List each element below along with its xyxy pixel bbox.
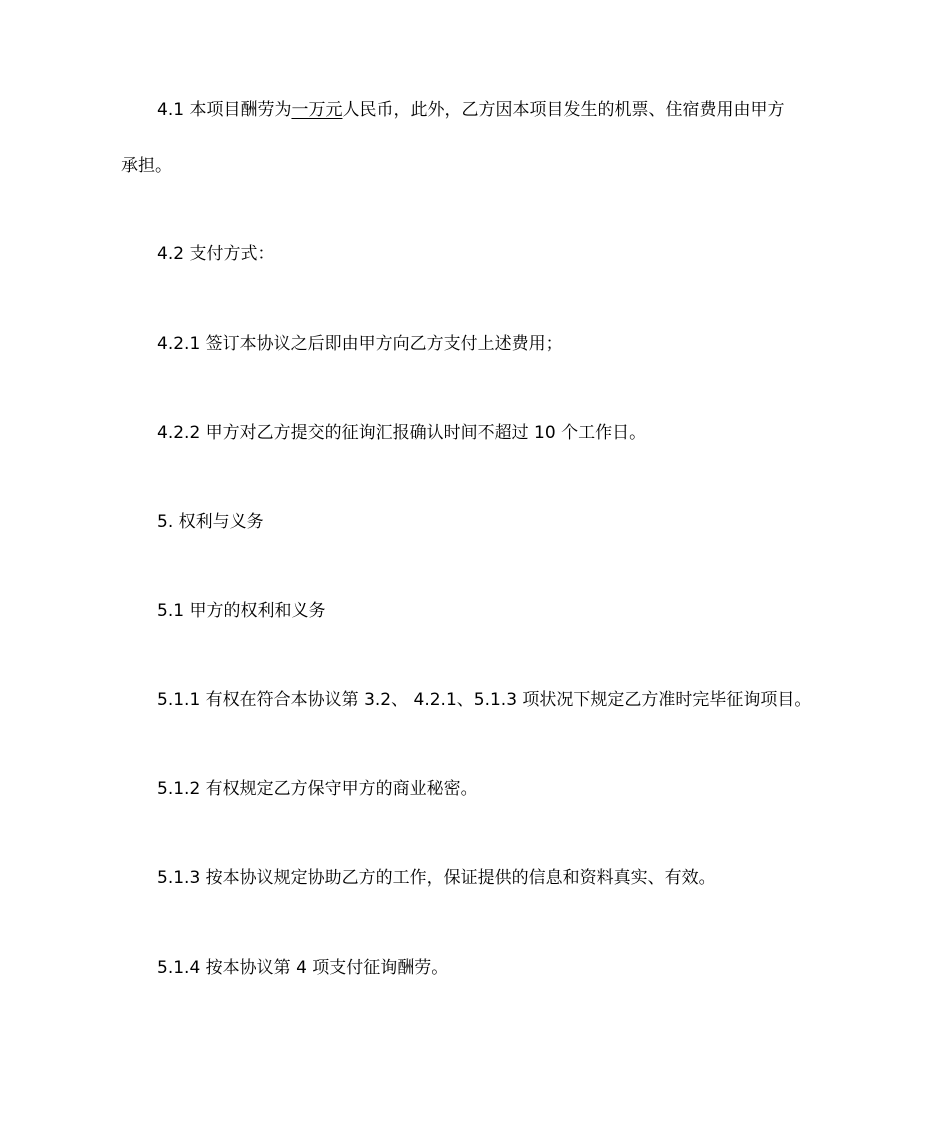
clause-5-1: 5.1 甲方的权利和义务: [157, 601, 326, 621]
section-5-heading: 5. 权利与义务: [157, 512, 264, 532]
clause-4-2-2: 4.2.2 甲方对乙方提交的征询汇报确认时间不超过 10 个工作日。: [157, 423, 647, 443]
clause-4-1-line2: 承担。: [121, 156, 172, 176]
fee-amount-underlined: 一万元: [291, 100, 343, 120]
clause-5-1-3: 5.1.3 按本协议规定协助乙方的工作，保证提供的信息和资料真实、有效。: [157, 868, 716, 888]
clause-5-1-4: 5.1.4 按本协议第 4 项支付征询酬劳。: [157, 958, 449, 978]
clause-4-2: 4.2 支付方式：: [157, 244, 275, 264]
clause-4-1-line1: [157, 98, 784, 122]
clause-4-1-rest: 人民币，此外，乙方因本项目发生的机票、住宿费用由甲方: [342, 100, 785, 120]
clause-5-1-2: 5.1.2 有权规定乙方保守甲方的商业秘密。: [157, 779, 478, 799]
clause-5-1-1: 5.1.1 有权在符合本协议第 3.2、 4.2.1、5.1.3 项状况下规定乙方准时完毕征询项目。: [157, 690, 812, 710]
clause-4-1-prefix: 4.1 本项目酬劳为: [157, 100, 292, 120]
clause-4-2-1: 4.2.1 签订本协议之后即由甲方向乙方支付上述费用；: [157, 334, 563, 354]
